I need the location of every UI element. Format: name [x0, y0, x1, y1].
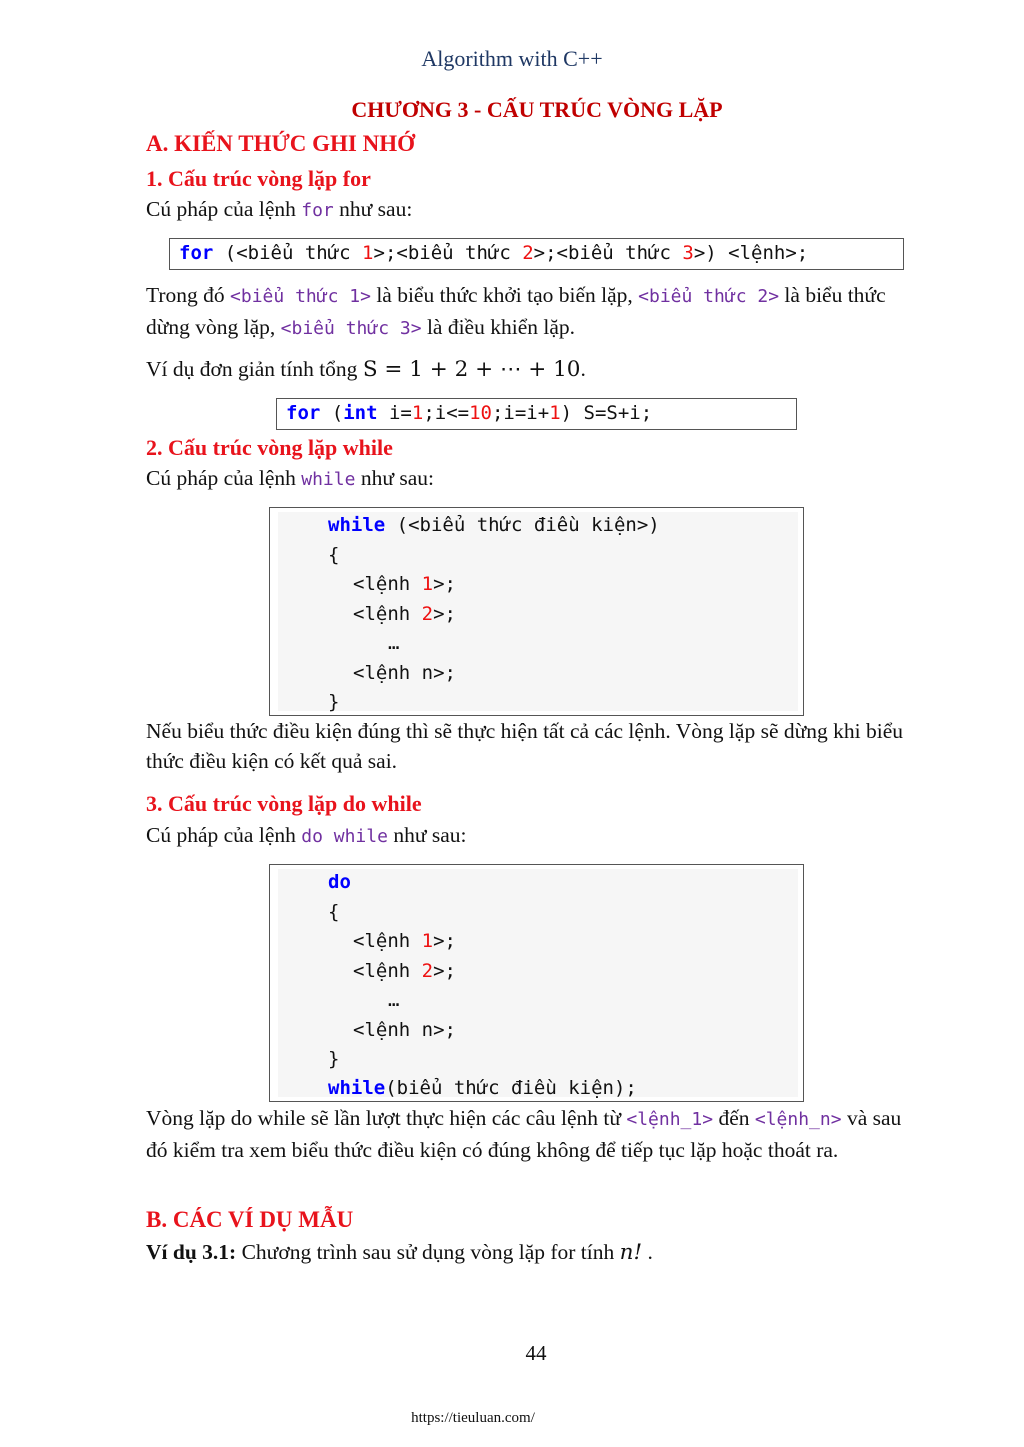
while-keyword-inline: while	[301, 469, 356, 490]
for-keyword-inline: for	[301, 200, 334, 221]
for-intro: Cú pháp của lệnh for như sau:	[146, 197, 413, 221]
sum-formula: S = 1 + 2 + ⋯ + 10	[362, 357, 581, 382]
while-code-stmt-1: <lệnh 1>;	[353, 573, 456, 595]
running-header: Algorithm with C++	[421, 46, 603, 71]
do-code-close: }	[328, 1048, 340, 1070]
while-code-open: {	[328, 544, 340, 566]
while-code-line-1: while (<biểu thức điều kiện>)	[328, 514, 660, 536]
section-b-title: B. CÁC VÍ DỤ MẪU	[146, 1207, 354, 1232]
while-code-ellipsis: …	[388, 632, 400, 654]
do-code-stmt-n: <lệnh n>;	[353, 1019, 456, 1041]
while-code-close: }	[328, 691, 340, 713]
chapter-title: CHƯƠNG 3 - CẤU TRÚC VÒNG LẶP	[351, 97, 723, 122]
do-code-ellipsis: …	[388, 989, 400, 1011]
for-example-intro: Ví dụ đơn giản tính tổng S = 1 + 2 + ⋯ + 10.	[146, 357, 586, 382]
for-syntax-box	[169, 238, 904, 270]
do-while-keyword-inline: do while	[301, 826, 388, 847]
example-3-1: Ví dụ 3.1: Chương trình sau sử dụng vòng lặp for tính n! .	[146, 1240, 653, 1265]
footer-url[interactable]: https://tieuluan.com/	[411, 1410, 535, 1426]
page-number: 44	[525, 1341, 547, 1365]
do-while-heading: 3. Cấu trúc vòng lặp do while	[146, 791, 422, 816]
do-code-stmt-1: <lệnh 1>;	[353, 930, 456, 952]
for-example-box	[276, 398, 797, 430]
for-syntax-line: for (<biểu thức 1>;<biểu thức 2>;<biểu thức 3>) <lệnh>;	[179, 242, 809, 264]
do-while-syntax-box	[269, 864, 804, 1102]
for-example-line: for (int i=1;i<=10;i=i+1) S=S+i;	[286, 402, 653, 424]
while-description: Nếu biểu thức điều kiện đúng thì sẽ thực hiện tất cả các lệnh. Vòng lặp sẽ dừng khi biểu thức điều kiện có kết quả sai.	[146, 719, 904, 773]
do-while-description: Vòng lặp do while sẽ lần lượt thực hiện các câu lệnh từ <lệnh_1> đến <lệnh_n> và sau đó kiểm tra xem biểu thức điều kiện có đúng không để tiếp tục lặp hoặc thoát ra.	[146, 1106, 902, 1162]
while-code-stmt-2: <lệnh 2>;	[353, 603, 456, 625]
while-heading: 2. Cấu trúc vòng lặp while	[146, 435, 393, 460]
factorial-formula: n!	[619, 1240, 643, 1265]
do-code-stmt-2: <lệnh 2>;	[353, 960, 456, 982]
while-intro: Cú pháp của lệnh while như sau:	[146, 466, 434, 490]
section-a-title: A. KIẾN THỨC GHI NHỚ	[146, 131, 416, 156]
do-code-open: {	[328, 901, 340, 923]
do-while-intro: Cú pháp của lệnh do while như sau:	[146, 823, 467, 847]
for-description: Trong đó <biểu thức 1> là biểu thức khởi tạo biến lặp, <biểu thức 2> là biểu thức dừng vòng lặp, <biểu thức 3> là điều khiển lặp.	[146, 283, 886, 339]
do-code-line-do: do	[328, 871, 351, 893]
for-heading: 1. Cấu trúc vòng lặp for	[146, 166, 371, 191]
do-code-while-line: while(biểu thức điều kiện);	[328, 1077, 637, 1099]
example-label: Ví dụ 3.1:	[146, 1240, 237, 1264]
while-syntax-box	[269, 507, 804, 716]
while-code-stmt-n: <lệnh n>;	[353, 662, 456, 684]
